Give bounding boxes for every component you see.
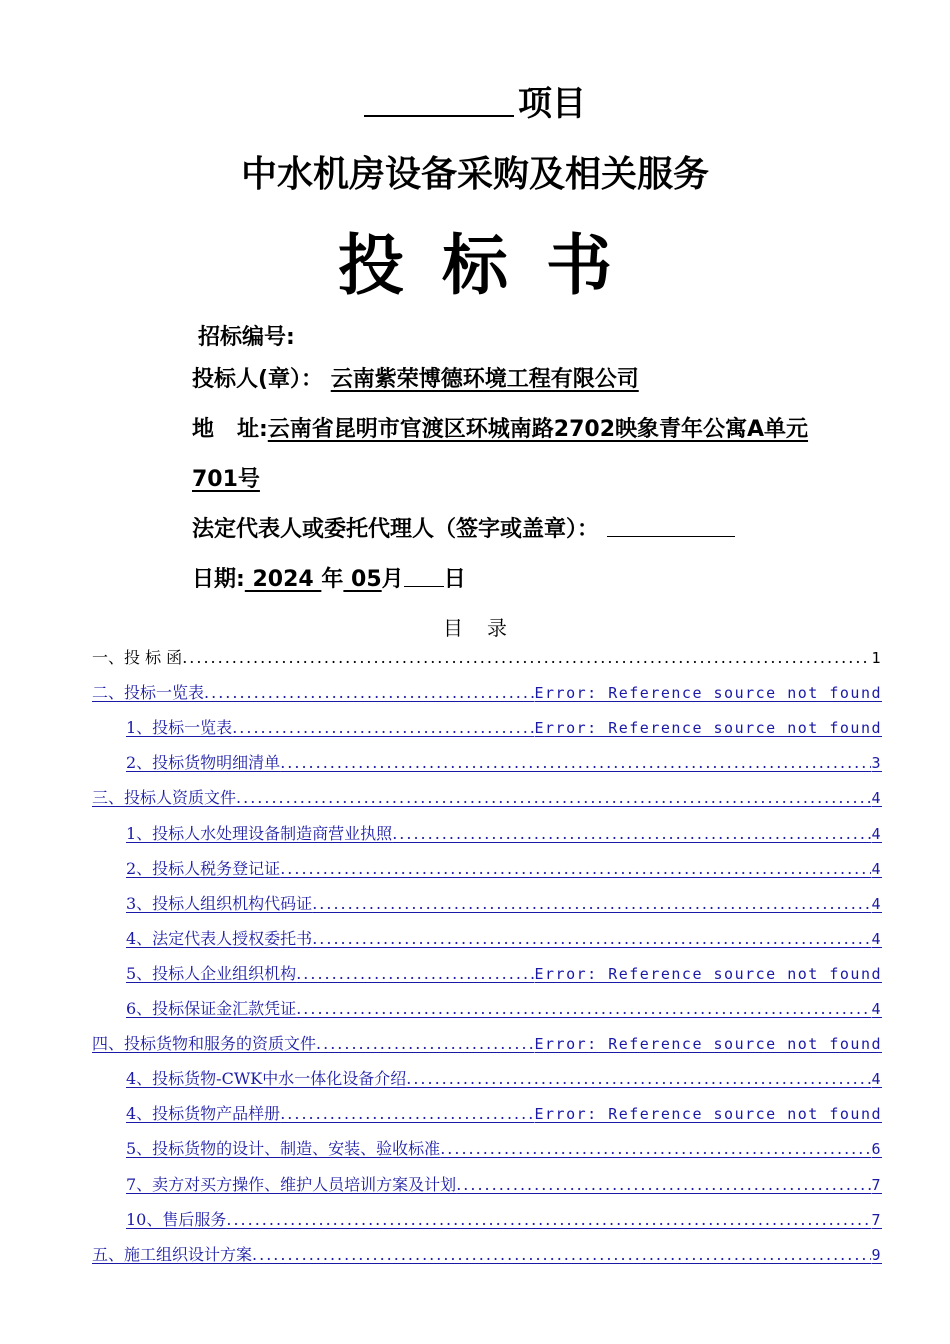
toc-entry-label: 4、投标货物产品样册	[126, 1104, 281, 1124]
bidder-label: 投标人(章）：	[192, 367, 324, 392]
toc-dot-leader	[236, 786, 871, 810]
toc-dot-leader	[312, 892, 871, 916]
tender-number-label: 招标编号:	[198, 325, 295, 350]
toc-entry-label: 四、投标货物和服务的资质文件	[92, 1034, 317, 1054]
toc-entry-label: 三、投标人资质文件	[92, 788, 237, 808]
toc-entry-page: 7	[871, 1175, 882, 1194]
toc-entry[interactable]	[126, 892, 882, 916]
toc-dot-leader	[252, 1243, 871, 1267]
toc-entry-label: 6、投标保证金汇款凭证	[126, 999, 297, 1018]
toc-entry[interactable]	[92, 1243, 882, 1267]
address-line-1	[192, 412, 808, 443]
toc-entry-label: 10、售后服务	[126, 1209, 227, 1229]
toc-dot-leader	[312, 927, 871, 951]
date-label: 日期:	[192, 567, 245, 592]
toc-dot-leader	[280, 1102, 534, 1126]
date-line	[192, 562, 466, 593]
toc-entry-label: 4、投标货物-CWK中水一体化设备介绍	[126, 1069, 407, 1089]
toc-entry-page: 3	[871, 754, 882, 773]
toc-entry[interactable]	[92, 681, 882, 705]
toc-entry[interactable]	[126, 927, 882, 951]
toc-entry[interactable]	[126, 1102, 882, 1126]
toc-entry-page: 9	[871, 1245, 882, 1264]
toc-title: 目录	[443, 616, 531, 640]
toc-dot-leader	[280, 751, 871, 775]
toc-dot-leader	[316, 1032, 534, 1056]
toc-dot-leader	[182, 646, 871, 670]
toc-dot-leader	[440, 1137, 871, 1161]
toc-dot-leader	[296, 962, 534, 986]
toc-dot-leader	[406, 1067, 871, 1091]
toc-entry-label: 1、投标一览表	[126, 718, 233, 738]
toc-entry-page: Error: Reference source not found	[534, 1105, 882, 1124]
signature-blank	[607, 514, 735, 537]
document-title: 投标书	[338, 227, 650, 304]
toc-entry-label: 五、施工组织设计方案	[92, 1244, 253, 1264]
bidder-line	[192, 362, 639, 393]
address-line-2	[192, 462, 260, 493]
toc-entry-label: 5、投标人企业组织机构	[126, 963, 297, 983]
toc-entry[interactable]	[126, 822, 882, 846]
toc-entry[interactable]	[126, 857, 882, 881]
toc-entry-page: 4	[871, 859, 882, 878]
toc-entry	[92, 646, 882, 670]
legal-representative-label: 法定代表人或委托代理人（签字或盖章）：	[192, 517, 600, 542]
project-title-suffix: 项目	[518, 84, 586, 124]
toc-entry[interactable]	[126, 1067, 882, 1091]
toc-entry[interactable]	[92, 1032, 882, 1056]
toc-entry-label: 5、投标货物的设计、制造、安装、验收标准	[126, 1139, 441, 1159]
toc-dot-leader	[226, 1208, 871, 1232]
toc-entry-page: Error: Reference source not found	[534, 684, 882, 703]
toc-entry[interactable]	[126, 1208, 882, 1232]
tender-number-line	[198, 320, 295, 351]
toc-entry[interactable]	[126, 997, 882, 1021]
toc-entry-label: 4、法定代表人授权委托书	[126, 928, 313, 948]
toc-dot-leader	[392, 822, 871, 846]
toc-entry-page: 4	[871, 1070, 882, 1089]
toc-entry[interactable]	[126, 1173, 882, 1197]
legal-representative-line	[192, 512, 735, 543]
toc-entry-label: 二、投标一览表	[92, 683, 205, 703]
toc-entry[interactable]	[126, 751, 882, 775]
toc-entry-label: 2、投标人税务登记证	[126, 858, 281, 878]
toc-entry-page: 6	[871, 1140, 882, 1159]
date-day-unit: 日	[443, 567, 466, 592]
toc-entry-page: 4	[871, 824, 882, 843]
toc-entry-label: 2、投标货物明细清单	[126, 753, 281, 773]
toc-dot-leader	[280, 857, 871, 881]
toc-entry-page: 4	[871, 789, 882, 808]
toc-entry[interactable]	[126, 962, 882, 986]
bidder-value: 云南紫荣博德环境工程有限公司	[330, 367, 639, 392]
toc-entry-page: 4	[871, 1000, 882, 1018]
toc-entry-page: Error: Reference source not found	[534, 719, 882, 738]
toc-dot-leader	[232, 716, 534, 740]
date-year-unit: 年	[321, 567, 344, 592]
toc-entry-label: 一、投 标 函	[92, 648, 183, 667]
address-value-2: 701号	[192, 467, 260, 492]
date-year: 2024	[244, 567, 322, 592]
toc-entry[interactable]	[92, 786, 882, 810]
date-month-unit: 月	[381, 567, 404, 592]
toc-entry[interactable]	[126, 1137, 882, 1161]
date-month: 05	[343, 567, 382, 592]
toc-dot-leader	[204, 681, 534, 705]
toc-entry[interactable]	[126, 716, 882, 740]
toc-entry-page: 4	[871, 894, 882, 913]
date-day-blank	[404, 564, 444, 587]
address-label: 地 址:	[192, 417, 268, 442]
project-title	[0, 76, 950, 125]
project-subtitle: 中水机房设备采购及相关服务	[240, 154, 709, 195]
toc-dot-leader	[296, 997, 871, 1021]
toc-entry-label: 1、投标人水处理设备制造商营业执照	[126, 823, 393, 843]
toc-dot-leader	[456, 1173, 871, 1197]
toc-entry-page: Error: Reference source not found	[534, 964, 882, 983]
toc-entry-page: 4	[871, 929, 882, 948]
toc-entry-page: 1	[871, 649, 882, 667]
toc-entry-page: 7	[871, 1210, 882, 1229]
toc-entry-label: 3、投标人组织机构代码证	[126, 893, 313, 913]
address-value-1: 云南省昆明市官渡区环城南路2702映象青年公寓A单元	[267, 417, 809, 442]
toc-entry-page: Error: Reference source not found	[534, 1035, 882, 1054]
toc-entry-label: 7、卖方对买方操作、维护人员培训方案及计划	[126, 1174, 457, 1194]
project-name-blank	[364, 81, 514, 117]
